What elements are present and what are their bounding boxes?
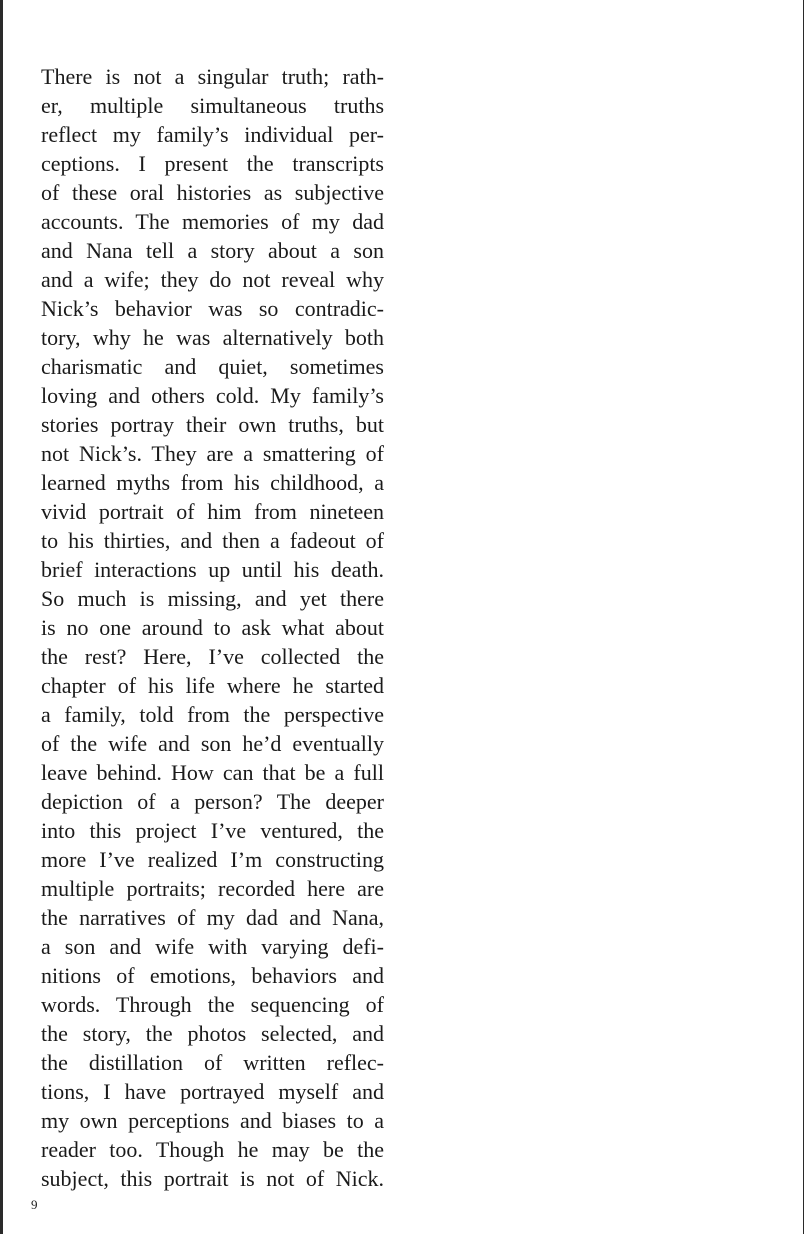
text-line: er, multiple simultaneous truths <box>41 93 384 118</box>
text-line: of these oral histories as subjective <box>41 180 384 205</box>
text-line: reader too. Though he may be the <box>41 1137 384 1162</box>
text-line: Nick’s behavior was so contradic- <box>41 296 384 321</box>
text-line: more I’ve realized I’m constructing <box>41 847 384 872</box>
text-line: depiction of a person? The deeper <box>41 789 384 814</box>
text-line: ceptions. I present the transcripts <box>41 151 384 176</box>
text-line: the story, the photos selected, and <box>41 1021 384 1046</box>
text-line: There is not a singular truth; rath- <box>41 64 384 89</box>
text-line: leave behind. How can that be a full <box>41 760 384 785</box>
text-line: into this project I’ve ventured, the <box>41 818 384 843</box>
text-line: to his thirties, and then a fadeout of <box>41 528 384 553</box>
text-line: a family, told from the perspective <box>41 702 384 727</box>
text-line: and Nana tell a story about a son <box>41 238 384 263</box>
left-page-edge <box>0 0 3 1234</box>
text-line: vivid portrait of him from nineteen <box>41 499 384 524</box>
page-number: 9 <box>31 1197 38 1212</box>
text-line: the distillation of written reflec- <box>41 1050 384 1075</box>
text-line: learned myths from his childhood, a <box>41 470 384 495</box>
text-line: chapter of his life where he started <box>41 673 384 698</box>
body-paragraph <box>41 62 384 1193</box>
text-line: the narratives of my dad and Nana, <box>41 905 384 930</box>
text-line: multiple portraits; recorded here are <box>41 876 384 901</box>
text-line: not Nick’s. They are a smattering of <box>41 441 384 466</box>
text-line: my own perceptions and biases to a <box>41 1108 384 1133</box>
text-line: loving and others cold. My family’s <box>41 383 384 408</box>
text-line: brief interactions up until his death. <box>41 557 384 582</box>
text-line: nitions of emotions, behaviors and <box>41 963 384 988</box>
text-line: of the wife and son he’d eventually <box>41 731 384 756</box>
text-line: charismatic and quiet, sometimes <box>41 354 384 379</box>
text-line: a son and wife with varying defi- <box>41 934 384 959</box>
text-line: is no one around to ask what about <box>41 615 384 640</box>
text-line: reflect my family’s individual per- <box>41 122 384 147</box>
text-line: tory, why he was alternatively both <box>41 325 384 350</box>
text-line: accounts. The memories of my dad <box>41 209 384 234</box>
text-line: subject, this portrait is not of Nick. <box>41 1166 384 1191</box>
text-line: the rest? Here, I’ve collected the <box>41 644 384 669</box>
text-line: tions, I have portrayed myself and <box>41 1079 384 1104</box>
text-line: So much is missing, and yet there <box>41 586 384 611</box>
text-line: words. Through the sequencing of <box>41 992 384 1017</box>
text-line: and a wife; they do not reveal why <box>41 267 384 292</box>
text-line: stories portray their own truths, but <box>41 412 384 437</box>
